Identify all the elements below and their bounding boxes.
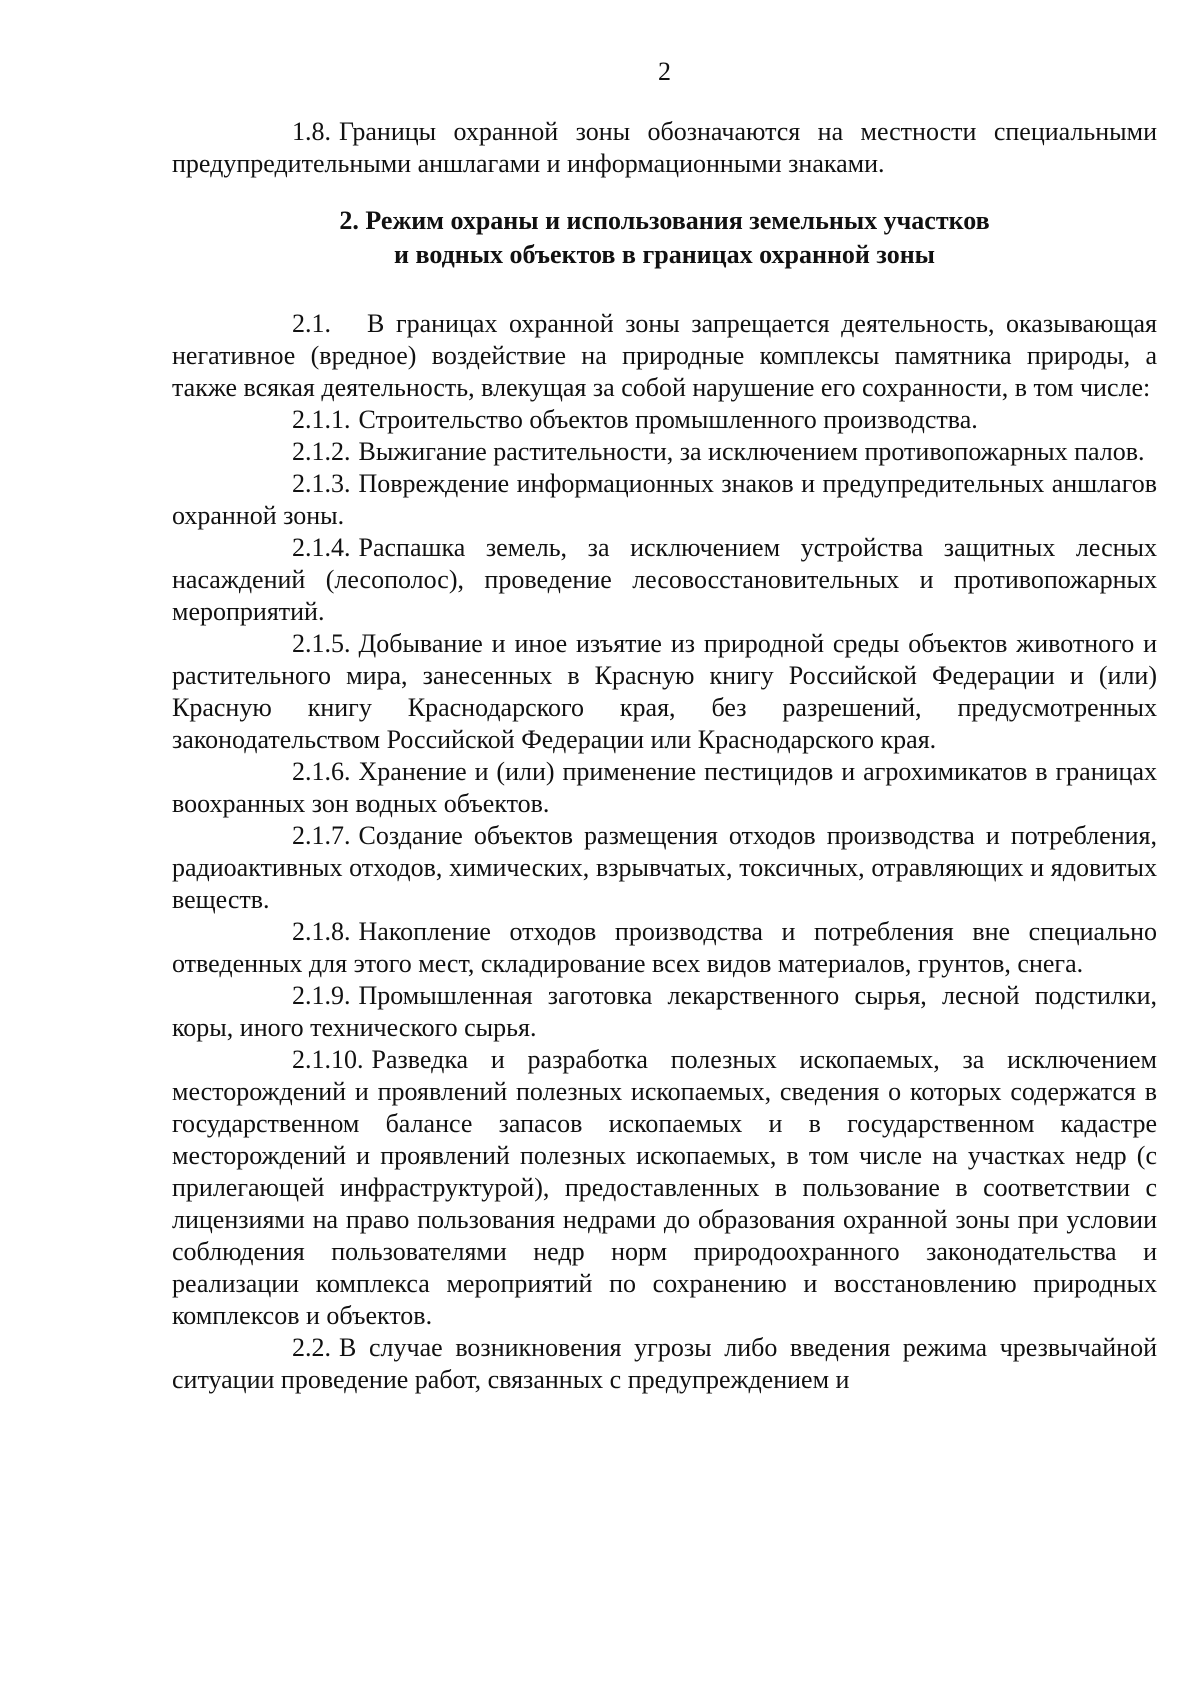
paragraph-number: 2.1.8. xyxy=(292,917,351,946)
paragraph-number: 2.1.5. xyxy=(292,629,351,658)
paragraph-number: 2.1.3. xyxy=(292,469,351,498)
paragraph-2-1-5 xyxy=(172,628,1157,756)
paragraph-text: В случае возникновения угрозы либо введения режима чрезвычайной ситуации проведение работ, связанных с предупреждением и xyxy=(172,1333,1157,1394)
section-heading-line-2: и водных объектов в границах охранной зоны xyxy=(394,240,935,269)
paragraph-2-1 xyxy=(172,308,1157,404)
paragraph-number: 2.1.1. xyxy=(292,405,351,434)
paragraph-number: 2.1.7. xyxy=(292,821,351,850)
paragraph-1-8 xyxy=(172,116,1157,180)
paragraph-number: 2.1.9. xyxy=(292,981,351,1010)
paragraph-2-1-2 xyxy=(172,436,1157,468)
paragraph-2-1-9 xyxy=(172,980,1157,1044)
paragraph-number: 2.1. xyxy=(292,309,331,338)
paragraph-number: 2.1.2. xyxy=(292,437,351,466)
paragraph-number: 2.1.4. xyxy=(292,533,351,562)
paragraph-text: Выжигание растительности, за исключением противопожарных палов. xyxy=(358,437,1145,466)
paragraph-2-1-1 xyxy=(172,404,1157,436)
section-heading-line-1: 2. Режим охраны и использования земельных участков xyxy=(339,206,990,235)
paragraph-text: Распашка земель, за исключением устройства защитных лесных насаждений (лесополос), проведение лесовосстановительных и противопожарных мероприятий. xyxy=(172,533,1157,626)
paragraph-text: Добывание и иное изъятие из природной среды объектов животного и растительного мира, занесенных в Красную книгу Российской Федерации и (или) Красную книгу Краснодарского края, без разрешений, предусмотренных законодательством Российской Федерации или Краснодарского края. xyxy=(172,629,1157,754)
paragraph-text: Промышленная заготовка лекарственного сырья, лесной подстилки, коры, иного технического сырья. xyxy=(172,981,1157,1042)
paragraph-2-1-3 xyxy=(172,468,1157,532)
paragraph-number: 2.1.6. xyxy=(292,757,351,786)
paragraph-2-1-10 xyxy=(172,1044,1157,1332)
paragraph-2-1-6 xyxy=(172,756,1157,820)
paragraph-text: Строительство объектов промышленного производства. xyxy=(358,405,978,434)
paragraph-text: Повреждение информационных знаков и предупредительных аншлагов охранной зоны. xyxy=(172,469,1157,530)
paragraph-text: Создание объектов размещения отходов производства и потребления, радиоактивных отходов, химических, взрывчатых, токсичных, отравляющих и ядовитых веществ. xyxy=(172,821,1157,914)
paragraph-text: Накопление отходов производства и потребления вне специально отведенных для этого мест, складирование всех видов материалов, грунтов, снега. xyxy=(172,917,1157,978)
paragraph-text: Хранение и (или) применение пестицидов и агрохимикатов в границах воохранных зон водных объектов. xyxy=(172,757,1157,818)
section-heading xyxy=(172,204,1157,272)
paragraph-2-1-4 xyxy=(172,532,1157,628)
paragraph-text: Разведка и разработка полезных ископаемых, за исключением месторождений и проявлений полезных ископаемых, сведения о которых содержатся в государственном балансе запасов ископаемых и в государственном кадастре месторождений и проявлений полезных ископаемых, в том числе на участках недр (с прилегающей инфраструктурой), предоставленных в пользование в соответствии с лицензиями на право пользования недрами до образования охранной зоны при условии соблюдения пользователями недр норм природоохранного законодательства и реализации комплекса мероприятий по сохранению и восстановлению природных комплексов и объектов. xyxy=(172,1045,1157,1330)
paragraph-text: Границы охранной зоны обозначаются на местности специальными предупредительными аншлагами и информационными знаками. xyxy=(172,117,1157,178)
paragraph-2-1-8 xyxy=(172,916,1157,980)
page-number: 2 xyxy=(658,57,671,86)
paragraph-number: 2.1.10. xyxy=(292,1045,364,1074)
paragraph-text: В границах охранной зоны запрещается деятельность, оказывающая негативное (вредное) воздействие на природные комплексы памятника природы, а также всякая деятельность, влекущая за собой нарушение его сохранности, в том числе: xyxy=(172,309,1157,402)
document-page xyxy=(172,56,1157,1396)
paragraph-number: 1.8. xyxy=(292,117,331,146)
paragraph-2-1-7 xyxy=(172,820,1157,916)
paragraph-number: 2.2. xyxy=(292,1333,331,1362)
paragraph-2-2 xyxy=(172,1332,1157,1396)
